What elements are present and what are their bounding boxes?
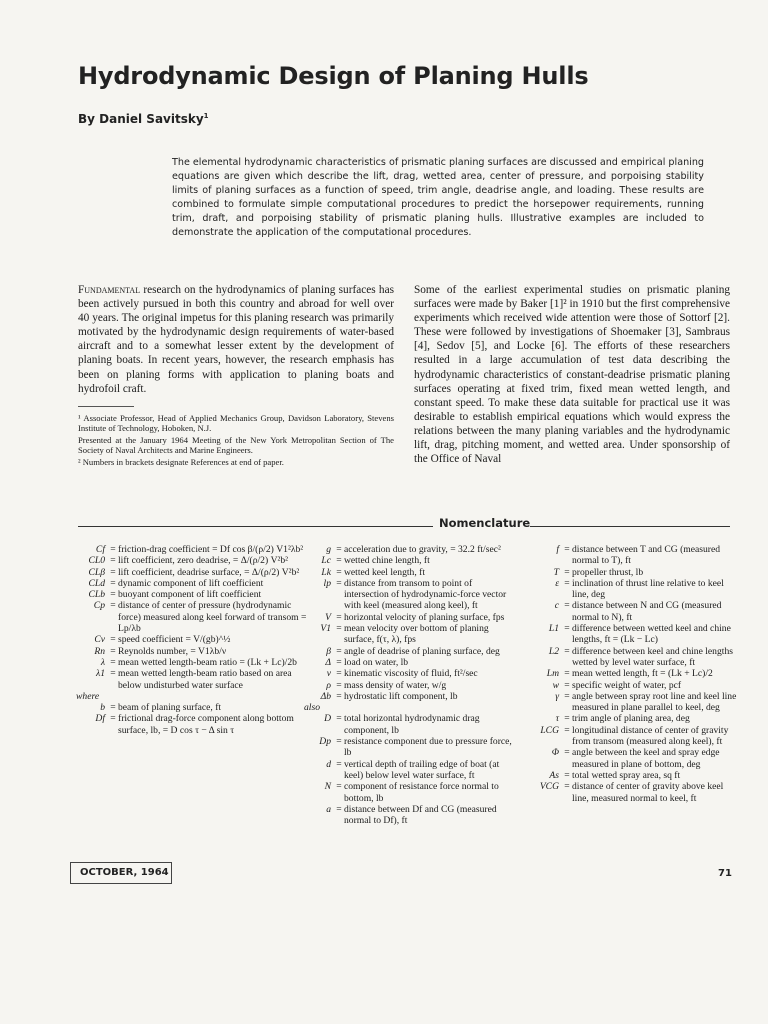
nomenclature-definition: inclination of thrust line relative to keel line, deg: [572, 577, 724, 601]
nomenclature-entry: [304, 657, 518, 668]
equals-sign: =: [336, 566, 342, 578]
nomenclature-symbol: Cv: [94, 634, 105, 646]
body-column-right: [414, 283, 730, 466]
nomenclature-definition: difference between wetted keel and chine lengths, ft = (Lk − Lc): [572, 623, 731, 646]
equals-sign: =: [336, 577, 342, 589]
nomenclature-symbol: Lm: [546, 668, 559, 680]
nomenclature-entry: [304, 668, 518, 679]
equals-sign: =: [336, 803, 342, 815]
nomenclature-symbol: V1: [320, 623, 331, 635]
equals-sign: =: [336, 611, 342, 623]
nomenclature-definition: wetted keel length, ft: [344, 566, 425, 578]
nomenclature-entry: [526, 691, 738, 714]
nomenclature-entry: [526, 668, 738, 679]
equals-sign: =: [564, 600, 570, 612]
nomenclature-definition: angle between the keel and spray edge measured in plane of bottom, deg: [572, 747, 720, 770]
equals-sign: =: [336, 781, 342, 793]
nomenclature-entry: [76, 646, 312, 657]
nomenclature-entry: [304, 736, 518, 759]
nomenclature-definition: distance of center of pressure (hydrodynamic force) measured along keel forward of transom = Lp/λb: [118, 600, 307, 635]
nomenclature-definition: mean velocity over bottom of planing surface, f(τ, λ), fps: [344, 623, 489, 646]
nomenclature-entry: [526, 713, 738, 724]
nomenclature-symbol: ε: [555, 577, 559, 589]
nomenclature-entry: [304, 623, 518, 646]
nomenclature-definition: specific weight of water, pcf: [572, 679, 682, 691]
nomenclature-entry: [304, 680, 518, 691]
nomenclature-entry: [526, 567, 738, 578]
equals-sign: =: [110, 634, 116, 646]
nomenclature-entry: [76, 713, 312, 736]
nomenclature-entry: [304, 578, 518, 612]
nomenclature-definition: distance from transom to point of intersection of hydrodynamic-force vector with keel (measured along keel), ft: [344, 577, 507, 612]
equals-sign: =: [564, 679, 570, 691]
body-column-left: [78, 283, 394, 468]
equals-sign: =: [336, 555, 342, 567]
nomenclature-symbol: N: [324, 781, 331, 793]
equals-sign: =: [336, 736, 342, 748]
nomenclature-symbol: CLd: [88, 577, 105, 589]
nomenclature-entry: [526, 747, 738, 770]
body-text-left: research on the hydrodynamics of planing surfaces has been actively pursued in both this country and abroad for well over 40 years. The original impetus for this planing research was primarily motivated by the hydrodynamic design requirements of water-based aircraft and to a somewhat lesser extent by the development of planing boats. In recent years, however, the research emphasis has been on planing forms with application to planing boats and hydrofoil craft.: [78, 284, 394, 395]
nomenclature-entry: [526, 544, 738, 567]
nomenclature-symbol: γ: [555, 690, 559, 702]
nomenclature-definition: speed coefficient = V/(gb)^½: [118, 634, 231, 646]
footnote: ² Numbers in brackets designate References at end of paper.: [78, 456, 284, 467]
nomenclature-title: Nomenclature: [439, 516, 531, 530]
equals-sign: =: [564, 724, 570, 736]
nomenclature-entry: [526, 781, 738, 804]
nomenclature-entry: [526, 623, 738, 646]
nomenclature-symbol: Δb: [320, 690, 331, 702]
equals-sign: =: [336, 679, 342, 691]
nomenclature-definition: longitudinal distance of center of gravity from transom (measured along keel), ft: [572, 724, 729, 748]
equals-sign: =: [564, 577, 570, 589]
byline: [78, 112, 209, 126]
nomenclature-symbol: CLb: [88, 589, 105, 601]
footnote: ¹ Associate Professor, Head of Applied Mechanics Group, Davidson Laboratory, Stevens Institute of Technology, Hoboken, N.J.: [78, 412, 394, 434]
equals-sign: =: [336, 758, 342, 770]
nomenclature-definition: resistance component due to pressure force, lb: [344, 736, 512, 759]
equals-sign: =: [336, 668, 342, 680]
nomenclature-definition: distance of center of gravity above keel line, measured normal to keel, ft: [572, 781, 724, 804]
equals-sign: =: [110, 600, 116, 612]
connector-word: also: [304, 702, 320, 714]
nomenclature-symbol: b: [100, 702, 105, 714]
footnote: Presented at the January 1964 Meeting of the New York Metropolitan Section of The Society of Naval Architects and Marine Engineers.: [78, 434, 394, 456]
equals-sign: =: [110, 555, 116, 567]
connector-word: where: [76, 690, 100, 702]
nomenclature-definition: mean wetted length, ft = (Lk + Lc)/2: [572, 668, 713, 680]
nomenclature-definition: distance between Df and CG (measured normal to Df), ft: [344, 803, 497, 827]
nomenclature-column-1: [76, 544, 312, 736]
author-name: Daniel Savitsky: [99, 112, 204, 126]
nomenclature-definition: difference between keel and chine lengths wetted by level water surface, ft: [572, 645, 733, 668]
lead-word: Fundamental: [78, 284, 141, 296]
equals-sign: =: [564, 645, 570, 657]
equals-sign: =: [110, 589, 116, 601]
equals-sign: =: [564, 769, 570, 781]
equals-sign: =: [336, 656, 342, 668]
nomenclature-symbol: Dp: [319, 736, 331, 748]
nomenclature-definition: frictional drag-force component along bottom surface, lb, = D cos τ − Δ sin τ: [118, 713, 294, 736]
equals-sign: =: [564, 544, 570, 555]
nomenclature-definition: lift coefficient, deadrise surface, = Δ/(ρ/2) V²b²: [118, 566, 300, 578]
nomenclature-symbol: lp: [323, 577, 331, 589]
equals-sign: =: [110, 566, 116, 578]
body-text-right: Some of the earliest experimental studies on prismatic planing surfaces were made by Baker [1]² in 1910 but the first comprehensive experiments which received wide attention were those of Sottorf [2]. These were followed by investigations of Shoemaker [3], Sambraus [4], Sedov [5], and Locke [6]. The efforts of these researchers resulted in a large accumulation of test data describing the hydrodynamic characteristics of constant-deadrise prismatic planing surfaces operating at fixed trim, fixed mean wetted length, and constant speed. To make these data suitable for practical use it was desirable to establish empirical equations which would express the relations between the many planing variables and the hydrodynamic lift, drag, pitching moment, and wetted area. Under sponsorship of the Office of Naval: [414, 284, 730, 466]
nomenclature-symbol: w: [552, 679, 559, 691]
nomenclature-symbol: Cp: [93, 600, 105, 612]
footnote-rule: [78, 406, 134, 407]
equals-sign: =: [110, 713, 116, 725]
nomenclature-entry: [304, 713, 518, 736]
nomenclature-definition: distance between T and CG (measured normal to T), ft: [572, 544, 721, 567]
heading-rule-right: [530, 526, 730, 527]
nomenclature-entry: [304, 691, 518, 702]
nomenclature-symbol: Lc: [321, 555, 331, 567]
equals-sign: =: [564, 781, 570, 793]
author-footnote-mark: 1: [203, 112, 209, 120]
nomenclature-entry: [76, 634, 312, 645]
equals-sign: =: [110, 645, 116, 657]
article-title: Hydrodynamic Design of Planing Hulls: [78, 62, 589, 90]
nomenclature-definition: angle of deadrise of planing surface, deg: [344, 645, 500, 657]
nomenclature-column-3: [526, 544, 738, 804]
equals-sign: =: [564, 623, 570, 635]
nomenclature-definition: beam of planing surface, ft: [118, 702, 222, 714]
nomenclature-symbol: ρ: [326, 679, 331, 691]
nomenclature-entry: [304, 804, 518, 827]
equals-sign: =: [564, 566, 570, 578]
equals-sign: =: [336, 645, 342, 657]
equals-sign: =: [564, 668, 570, 680]
nomenclature-symbol: CL0: [88, 555, 105, 567]
nomenclature-definition: angle between spray root line and keel line measured in plane parallel to keel, deg: [572, 690, 737, 714]
nomenclature-symbol: As: [549, 769, 559, 781]
nomenclature-definition: mass density of water, w/g: [344, 679, 447, 691]
nomenclature-entry: [76, 555, 312, 566]
nomenclature-symbol: Df: [95, 713, 105, 725]
nomenclature-entry: [304, 544, 518, 555]
nomenclature-entry: [76, 702, 312, 713]
nomenclature-connector: [76, 691, 312, 702]
nomenclature-entry: [304, 567, 518, 578]
nomenclature-definition: propeller thrust, lb: [572, 566, 644, 578]
nomenclature-symbol: Lk: [321, 566, 331, 578]
nomenclature-symbol: L1: [548, 623, 559, 635]
nomenclature-symbol: c: [554, 600, 559, 612]
nomenclature-entry: [526, 600, 738, 623]
nomenclature-symbol: λ: [100, 656, 105, 668]
nomenclature-definition: trim angle of planing area, deg: [572, 713, 690, 725]
nomenclature-definition: kinematic viscosity of fluid, ft²/sec: [344, 668, 478, 680]
nomenclature-symbol: VCG: [539, 781, 559, 793]
footnotes: [78, 413, 394, 468]
nomenclature-definition: horizontal velocity of planing surface, fps: [344, 611, 505, 623]
nomenclature-symbol: f: [556, 544, 559, 555]
nomenclature-definition: hydrostatic lift component, lb: [344, 690, 458, 702]
nomenclature-symbol: g: [326, 544, 331, 555]
nomenclature-entry: [76, 668, 312, 691]
nomenclature-symbol: λ1: [96, 668, 105, 680]
nomenclature-symbol: Δ: [325, 656, 331, 668]
nomenclature-definition: acceleration due to gravity, = 32.2 ft/sec²: [344, 544, 501, 555]
nomenclature-symbol: V: [325, 611, 331, 623]
heading-rule-left: [78, 526, 433, 527]
nomenclature-symbol: LCG: [540, 724, 559, 736]
nomenclature-symbol: d: [326, 758, 331, 770]
nomenclature-entry: [526, 725, 738, 748]
nomenclature-entry: [304, 759, 518, 782]
equals-sign: =: [110, 702, 116, 714]
nomenclature-entry: [526, 680, 738, 691]
page-number: 71: [718, 868, 732, 879]
nomenclature-symbol: Φ: [551, 747, 559, 759]
nomenclature-symbol: L2: [548, 645, 559, 657]
nomenclature-entry: [76, 657, 312, 668]
equals-sign: =: [564, 690, 570, 702]
nomenclature-definition: friction-drag coefficient = Df cos β/(ρ/2) V1²λb²: [118, 544, 304, 555]
equals-sign: =: [564, 713, 570, 725]
equals-sign: =: [336, 623, 342, 635]
nomenclature-definition: component of resistance force normal to bottom, lb: [344, 781, 499, 804]
equals-sign: =: [110, 577, 116, 589]
nomenclature-symbol: Cf: [95, 544, 105, 555]
nomenclature-entry: [526, 646, 738, 669]
body-paragraph-left: [78, 283, 394, 396]
nomenclature-symbol: D: [324, 713, 331, 725]
nomenclature-entry: [304, 781, 518, 804]
nomenclature-symbol: CLβ: [88, 566, 105, 578]
byline-prefix: By: [78, 112, 100, 126]
nomenclature-connector: [304, 702, 518, 713]
nomenclature-definition: Reynolds number, = V1λb/ν: [118, 645, 227, 657]
equals-sign: =: [110, 668, 116, 680]
nomenclature-column-2: [304, 544, 518, 826]
nomenclature-symbol: T: [553, 566, 559, 578]
nomenclature-entry: [526, 578, 738, 601]
nomenclature-definition: vertical depth of trailing edge of boat (at keel) below level water surface, ft: [344, 758, 500, 781]
nomenclature-entry: [526, 770, 738, 781]
nomenclature-definition: total horizontal hydrodynamic drag component, lb: [344, 713, 480, 736]
abstract: The elemental hydrodynamic characteristics of prismatic planing surfaces are discussed and empirical planing equations are given which describe the lift, drag, wetted area, center of pressure, and porpoising stability limits of planing surfaces as a function of speed, trim angle, deadrise angle, and loading. These results are combined to formulate simple computational procedures to predict the horsepower requirements, running trim, draft, and porpoising stability of prismatic planing hulls. Illustrative examples are included to demonstrate the application of the computational procedures.: [172, 157, 704, 238]
equals-sign: =: [110, 544, 116, 555]
nomenclature-definition: wetted chine length, ft: [344, 555, 430, 567]
nomenclature-definition: lift coefficient, zero deadrise, = Δ/(ρ/2) V²b²: [118, 555, 289, 567]
nomenclature-symbol: Rn: [94, 645, 105, 657]
nomenclature-entry: [76, 589, 312, 600]
nomenclature-entry: [304, 612, 518, 623]
nomenclature-symbol: β: [326, 645, 331, 657]
equals-sign: =: [564, 747, 570, 759]
nomenclature-entry: [304, 555, 518, 566]
nomenclature-entry: [76, 600, 312, 634]
nomenclature-symbol: ν: [326, 668, 331, 680]
nomenclature-definition: total wetted spray area, sq ft: [572, 769, 681, 781]
equals-sign: =: [336, 544, 342, 555]
nomenclature-entry: [304, 646, 518, 657]
nomenclature-definition: buoyant component of lift coefficient: [118, 589, 262, 601]
nomenclature-definition: dynamic component of lift coefficient: [118, 577, 264, 589]
issue-date-box: OCTOBER, 1964: [70, 862, 172, 884]
equals-sign: =: [336, 690, 342, 702]
nomenclature-definition: mean wetted length-beam ratio based on area below undisturbed water surface: [118, 668, 292, 691]
nomenclature-definition: load on water, lb: [344, 656, 409, 668]
equals-sign: =: [336, 713, 342, 725]
equals-sign: =: [110, 656, 116, 668]
nomenclature-entry: [76, 567, 312, 578]
nomenclature-definition: mean wetted length-beam ratio = (Lk + Lc)/2b: [118, 656, 297, 668]
nomenclature-symbol: a: [326, 803, 331, 815]
nomenclature-definition: distance between N and CG (measured normal to N), ft: [572, 600, 722, 623]
nomenclature-entry: [76, 544, 312, 555]
nomenclature-entry: [76, 578, 312, 589]
nomenclature-heading: [78, 516, 730, 532]
nomenclature-symbol: τ: [555, 713, 559, 725]
